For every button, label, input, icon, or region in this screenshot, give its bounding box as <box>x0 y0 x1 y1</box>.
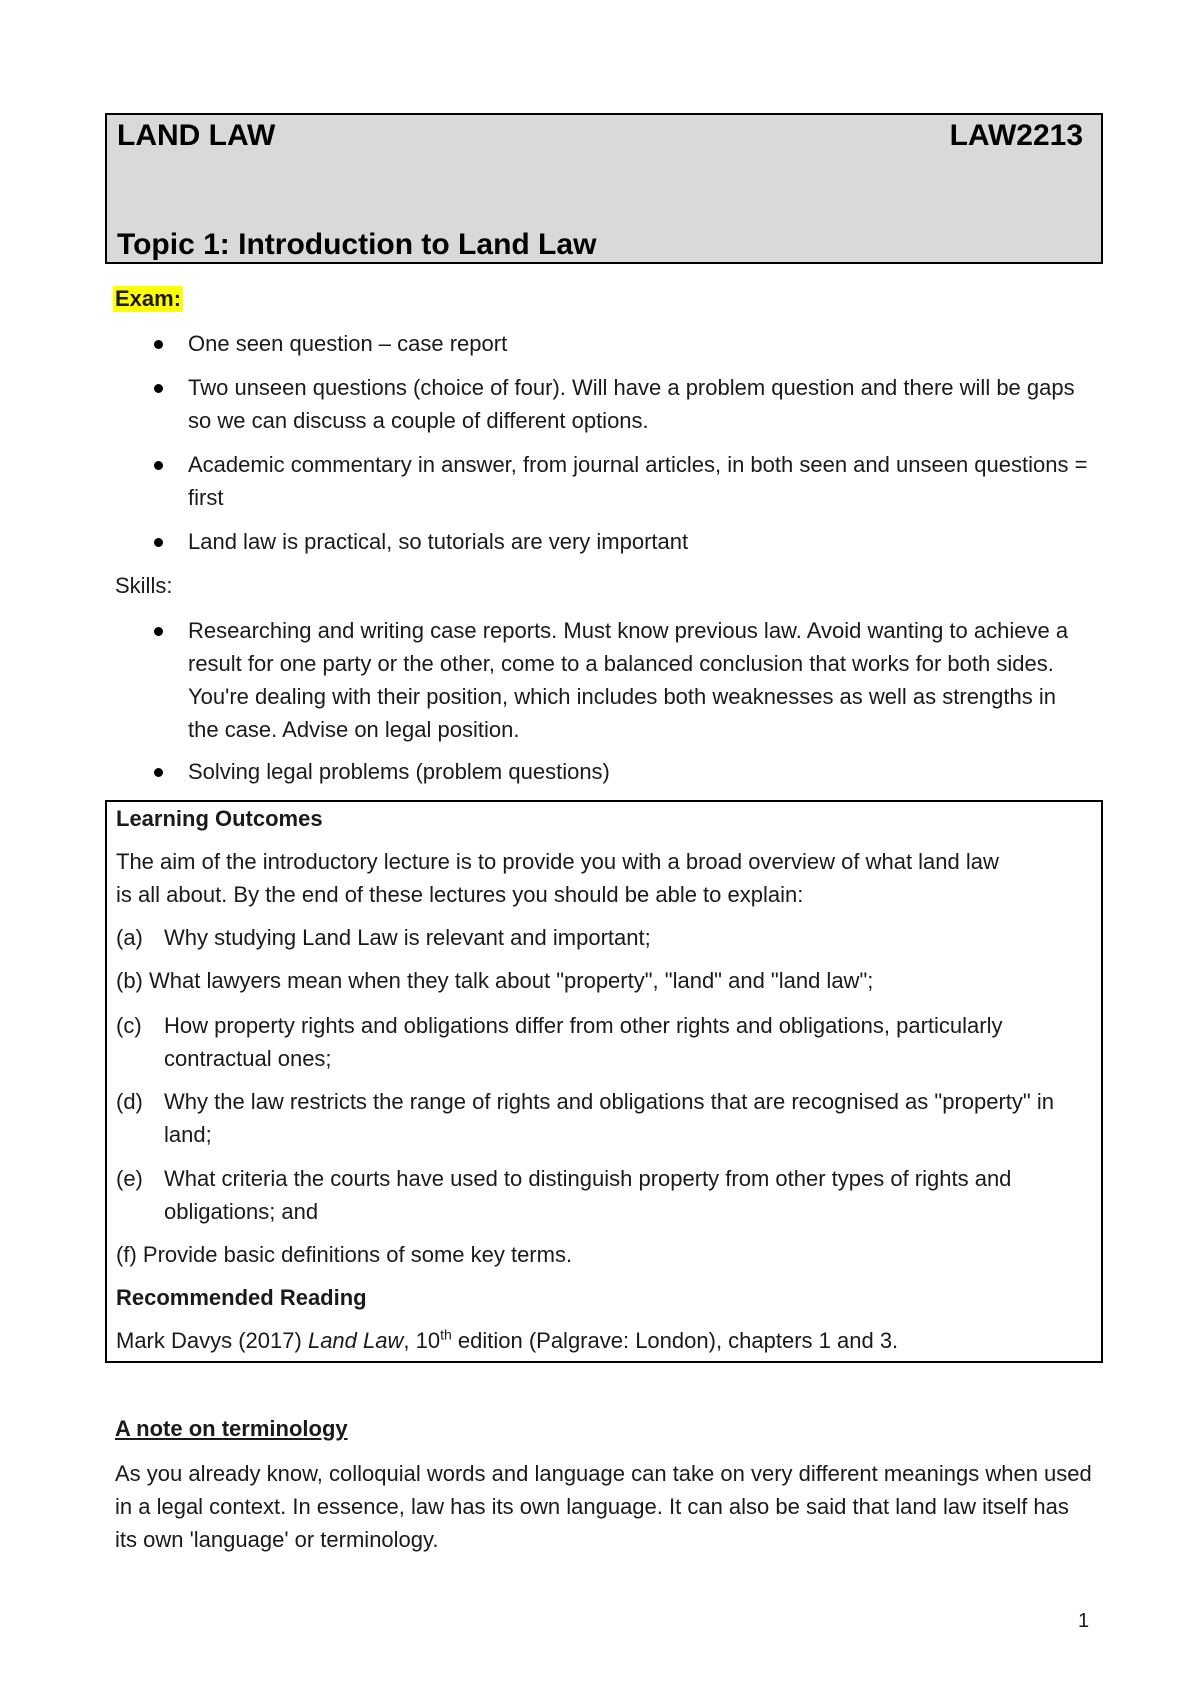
terminology-heading: A note on terminology <box>115 1416 348 1441</box>
course-title: LAND LAW <box>117 119 276 152</box>
bullet-icon <box>154 538 163 547</box>
outcome-item-b: (b) What lawyers mean when they talk about "property", "land" and "land law"; <box>116 968 874 993</box>
course-header-box <box>105 113 1103 264</box>
page-number: 1 <box>1078 1610 1090 1632</box>
skills-label: Skills: <box>115 573 173 598</box>
bullet-icon <box>154 384 163 393</box>
bullet-icon <box>154 627 163 636</box>
document-page: LAND LAW LAW2213 Topic 1: Introduction to Land Law Exam: One seen question – case report Two unseen questions (choice of four). Will have a problem question and there will be gaps so we can discuss a couple of different options. Academic commentary in answer, from journal articles, in both seen and unseen questions = first Land law is practical, so tutorials are very important Skills: Researching and writing case reports. Must know previous law. Avoid wanting to achieve a result for one party or the other, come to a balanced conclusion that works for both sides. You're dealing with their position, which includes both weaknesses as well as strengths in the case. Advise on legal position. Solving legal problems (problem questions) Learning Outcomes The aim of the introductory lecture is to provide you with a broad overview of what land law is all about. By the end of these lectures you should be able to explain: (a) Why studying Land Law is relevant and important; (b) What lawyers mean when they talk about "property", "land" and "land law"; (c) How property rights and obligations differ from other rights and obligations, particularly contractual ones; (d) Why the law restricts the range of rights and obligations that are recognised as "property" in land; (e) What criteria the courts have used to distinguish property from other types of rights and obligations; and (f) Provide basic definitions of some key terms. Recommended Reading Mark Davys (2017) Land Law, 10th edition (Palgrave: London), chapters 1 and 3. A note on terminology As you already know, colloquial words and language can take on very different meanings when used in a legal context. In essence, law has its own language. It can also be said that land law itself has its own 'language' or terminology. 1 <box>0 0 1200 1698</box>
recommended-reading-citation: Mark Davys (2017) Land Law, 10th edition (Palgrave: London), chapters 1 and 3. <box>116 1326 899 1353</box>
bullet-icon <box>154 340 163 349</box>
book-title: Land Law <box>307 1328 404 1353</box>
topic-title: Topic 1: Introduction to Land Law <box>117 228 597 261</box>
learning-outcomes-intro-line-2: is all about. By the end of these lectures you should be able to explain: <box>116 882 804 907</box>
exam-label: Exam: <box>115 286 182 311</box>
learning-outcomes-intro-line-1: The aim of the introductory lecture is to provide you with a broad overview of what land law <box>116 849 999 874</box>
outcome-item-f: (f) Provide basic definitions of some key terms. <box>116 1242 573 1267</box>
learning-outcomes-box: Learning Outcomes The aim of the introductory lecture is to provide you with a broad overview of what land law is all about. By the end of these lectures you should be able to explain: (a) Why studying Land Law is relevant and important; (b) What lawyers mean when they talk about "property", "land" and "land law"; (c) How property rights and obligations differ from other rights and obligations, particularly contractual ones; (d) Why the law restricts the range of rights and obligations that are recognised as "property" in land; (e) What criteria the courts have used to distinguish property from other types of rights and obligations; and (f) Provide basic definitions of some key terms. Recommended Reading Mark Davys (2017) Land Law, 10th edition (Palgrave: London), chapters 1 and 3. <box>105 800 1103 1363</box>
bullet-icon <box>154 768 163 777</box>
recommended-reading-heading: Recommended Reading <box>116 1285 367 1310</box>
bullet-icon <box>154 461 163 470</box>
learning-outcomes-heading: Learning Outcomes <box>116 806 323 831</box>
course-code: LAW2213 <box>949 119 1083 152</box>
terminology-paragraph: As you already know, colloquial words and language can take on very different meanings when used in a legal context. In essence, law has its own language. It can also be said that land law itself has its own 'language' or terminology. <box>115 1461 1092 1552</box>
